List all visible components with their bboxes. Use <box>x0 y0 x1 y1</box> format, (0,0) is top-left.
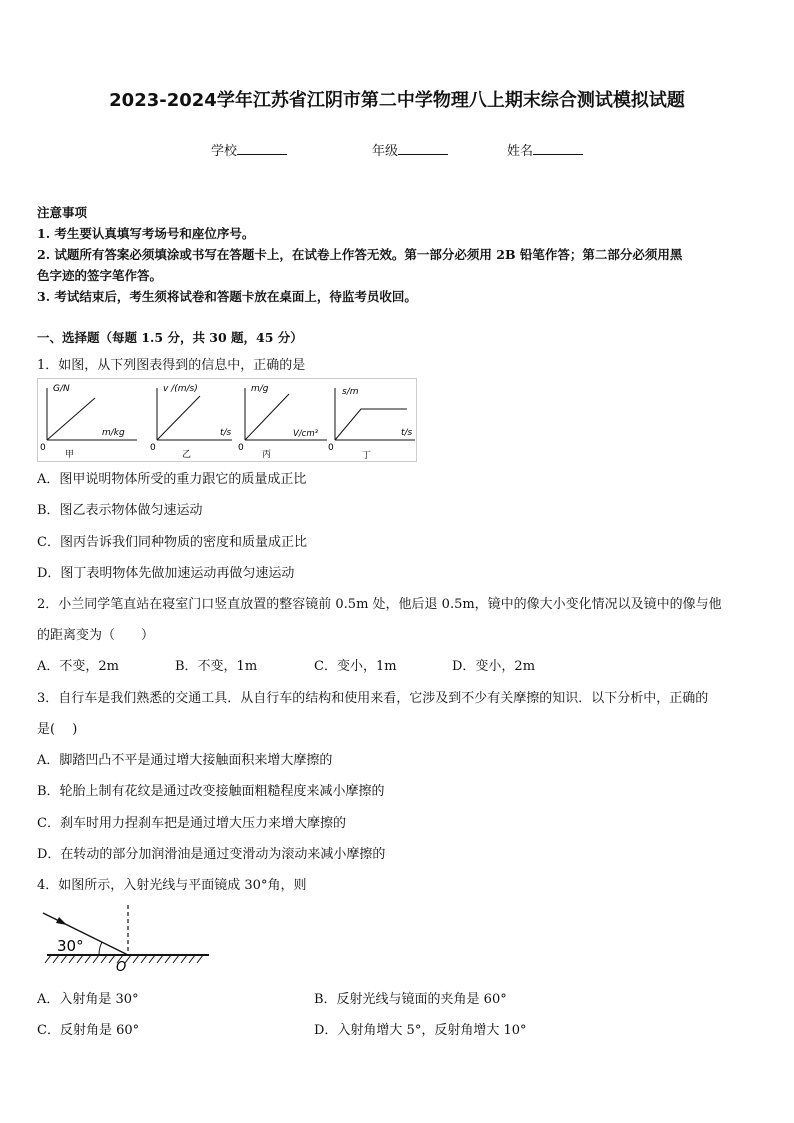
q1-option-b: B．图乙表示物体做匀速运动 <box>37 503 203 518</box>
q3-option-d: D．在转动的部分加润滑油是通过变滑动为滚动来减小摩擦的 <box>37 847 386 862</box>
name-field <box>507 140 583 159</box>
question-1-stem: 1．如图，从下列图表得到的信息中，正确的是 <box>37 358 306 373</box>
note-item: 3. 考试结束后，考生须将试卷和答题卡放在桌面上，待监考员收回。 <box>37 289 417 304</box>
q2-option-b: B．不变，1m <box>175 659 258 674</box>
angle-arc <box>99 942 102 955</box>
q1-option-d: D．图丁表明物体先做加速运动再做匀速运动 <box>37 566 295 581</box>
graph-bing-caption: 丙 <box>262 450 272 460</box>
graph-jia-xlabel: m/kg <box>102 428 125 438</box>
incident-arrow-icon <box>56 917 67 925</box>
q4-option-c: C．反射角是 60° <box>37 1023 140 1038</box>
q3-option-b: B．轮胎上制有花纹是通过改变接触面粗糙程度来减小摩擦的 <box>37 784 385 799</box>
question-2-stem: 2．小兰同学笔直站在寝室门口竖直放置的整容镜前 0.5m 处，他后退 0.5m，镜中的像大小变化情况以及镜中的像与他 <box>37 597 722 612</box>
angle-label: 30° <box>57 937 84 955</box>
incident-ray <box>43 913 128 955</box>
q4-option-b: B．反射光线与镜面的夹角是 60° <box>314 992 507 1007</box>
question-2-stem-continued: 的距离变为（ ） <box>37 628 155 643</box>
graph-bing-xlabel: V/cm³ <box>293 429 319 439</box>
graph-ding-caption: 丁 <box>362 451 372 461</box>
grade-blank <box>398 142 448 155</box>
q2-option-c: C．变小，1m <box>314 659 397 674</box>
question-3-stem-continued: 是( ) <box>37 722 78 737</box>
graph-jia-origin: 0 <box>40 443 46 453</box>
school-blank <box>237 142 287 155</box>
grade-field <box>372 140 448 159</box>
graph-bing-ylabel: m/g <box>251 384 269 394</box>
graph-ding-ylabel: s/m <box>342 387 359 397</box>
graph-jia <box>40 384 137 460</box>
graph-ding-origin: 0 <box>328 443 334 453</box>
graph-yi <box>150 384 232 460</box>
q2-option-d: D．变小，2m <box>452 659 536 674</box>
question-4-stem: 4．如图所示，入射光线与平面镜成 30°角，则 <box>37 878 307 893</box>
graph-bing <box>238 384 327 460</box>
note-item: 2. 试题所有答案必须填涂或书写在答题卡上，在试卷上作答无效。第一部分必须用 2B 铅笔作答；第二部分必须用黑 <box>37 247 683 262</box>
school-field <box>211 140 287 159</box>
q3-option-a: A．脚踏凹凸不平是通过增大接触面积来增大摩擦的 <box>37 753 333 768</box>
note-item: 色字迹的签字笔作答。 <box>37 268 163 283</box>
graph-ding <box>328 387 415 461</box>
graph-yi-origin: 0 <box>150 443 156 453</box>
q4-reflection-figure <box>37 903 217 975</box>
graph-yi-ylabel: v /(m/s) <box>163 384 198 394</box>
name-label: 姓名 <box>507 144 534 159</box>
note-item: 1. 考生要认真填写考场号和座位序号。 <box>37 226 255 241</box>
graph-yi-caption: 乙 <box>182 450 192 460</box>
graph-bing-origin: 0 <box>238 443 244 453</box>
q4-option-d: D．入射角增大 5°，反射角增大 10° <box>314 1023 527 1038</box>
grade-label: 年级 <box>372 144 399 159</box>
graph-ding-xlabel: t/s <box>401 428 413 438</box>
q3-option-c: C．刹车时用力捏刹车把是通过增大压力来增大摩擦的 <box>37 816 346 831</box>
q4-option-a: A．入射角是 30° <box>37 992 139 1007</box>
q2-option-a: A．不变，2m <box>37 659 119 674</box>
point-o-label: O <box>116 960 127 975</box>
page-title: 2023-2024学年江苏省江阴市第二中学物理八上期末综合测试模拟试题 <box>109 90 685 111</box>
graph-jia-caption: 甲 <box>65 450 75 460</box>
q1-option-a: A．图甲说明物体所受的重力跟它的质量成正比 <box>37 472 307 487</box>
question-3-stem: 3．自行车是我们熟悉的交通工具．从自行车的结构和使用来看，它涉及到不少有关摩擦的知识．以下分析中，正确的 <box>37 691 709 706</box>
q1-graphs-figure <box>37 378 417 462</box>
section-heading: 一、选择题（每题 1.5 分，共 30 题，45 分） <box>37 330 303 345</box>
graph-jia-ylabel: G/N <box>53 384 70 394</box>
name-blank <box>533 142 583 155</box>
graph-yi-xlabel: t/s <box>220 428 232 438</box>
notes-heading: 注意事项 <box>37 205 88 220</box>
q1-option-c: C．图丙告诉我们同种物质的密度和质量成正比 <box>37 535 307 550</box>
school-label: 学校 <box>211 144 238 159</box>
